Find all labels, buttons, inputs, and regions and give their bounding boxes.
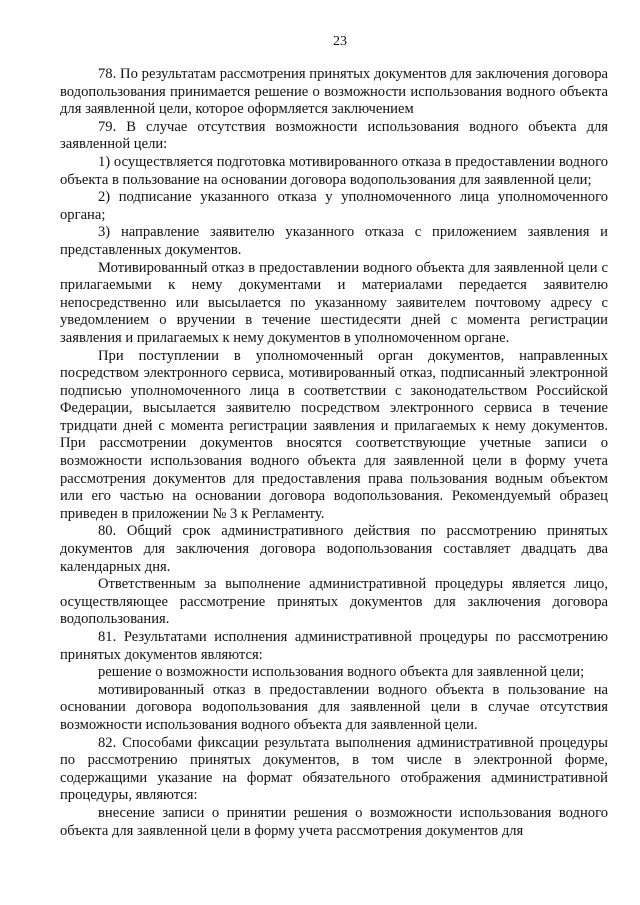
paragraph-electronic-service: При поступлении в уполномоченный орган документов, направленных посредством электронного сервиса, мотивированный отказ, подписанный электронной подписью уполномоченного лица в соответствии с законодательством Российской Федерации, высылается заявителю посредством электронного сервиса в течение тридцати дней с момента регистрации заявления и прилагаемых к нему документов. При рассмотрении документов вносятся соответствующие учетные записи о возможности использования водного объекта для заявленной цели в форму учета рассмотрения документов для предоставления права пользования водным объектом или его частью на основании договора водопользования. Рекомендуемый образец приведен в приложении № 3 к Регламенту. bbox=[60, 347, 608, 522]
list-item-79-2: 2) подписание указанного отказа у уполномоченного лица уполномоченного органа; bbox=[60, 189, 608, 223]
paragraph-82: 82. Способами фиксации результата выполнения административной процедуры по рассмотрению принятых документов, в том числе в электронной форме, содержащими указание на формат обязательного отображения административной процедуры, являются: bbox=[60, 734, 608, 804]
paragraph-responsible-person: Ответственным за выполнение административной процедуры является лицо, осуществляющее рассмотрение принятых документов для заключения договора водопользования. bbox=[60, 576, 608, 628]
paragraph-refusal-delivery: Мотивированный отказ в предоставлении водного объекта для заявленной цели с прилагаемыми к нему документами и материалами передается заявителю непосредственно или высылается по указанному заявителем почтовому адресу с уведомлением о вручении в течение шестидесяти дней с момента регистрации заявления и прилагаемых к нему документов в уполномоченном органе. bbox=[60, 259, 608, 346]
list-item-79-1: 1) осуществляется подготовка мотивированного отказа в предоставлении водного объекта в пользование на основании договора водопользования для заявленной цели; bbox=[60, 153, 608, 188]
list-item-79-3: 3) направление заявителю указанного отказа с приложением заявления и представленных документов. bbox=[60, 224, 608, 258]
result-item-decision: решение о возможности использования водного объекта для заявленной цели; bbox=[98, 664, 585, 681]
page-number: 23 bbox=[333, 34, 347, 49]
paragraph-80: 80. Общий срок административного действия по рассмотрению принятых документов для заключения договора водопользования составляет двадцать два календарных дня. bbox=[60, 523, 608, 575]
document-body bbox=[60, 66, 608, 840]
result-item-refusal: мотивированный отказ в предоставлении водного объекта в пользование на основании договора водопользования для заявленной цели в случае отсутствия возможности использования водного объекта для заявленной цели. bbox=[60, 681, 608, 733]
paragraph-81: 81. Результатами исполнения административной процедуры по рассмотрению принятых документов являются: bbox=[60, 629, 608, 663]
paragraph-79: 79. В случае отсутствия возможности использования водного объекта для заявленной цели: bbox=[60, 118, 608, 153]
paragraph-78: 78. По результатам рассмотрения принятых документов для заключения договора водопользования принимается решение о возможности использования водного объекта для заявленной цели, которое оформляется заключением bbox=[60, 66, 608, 118]
paragraph-record-entry: внесение записи о принятии решения о возможности использования водного объекта для заявленной цели в форму учета рассмотрения документов для bbox=[60, 804, 608, 839]
